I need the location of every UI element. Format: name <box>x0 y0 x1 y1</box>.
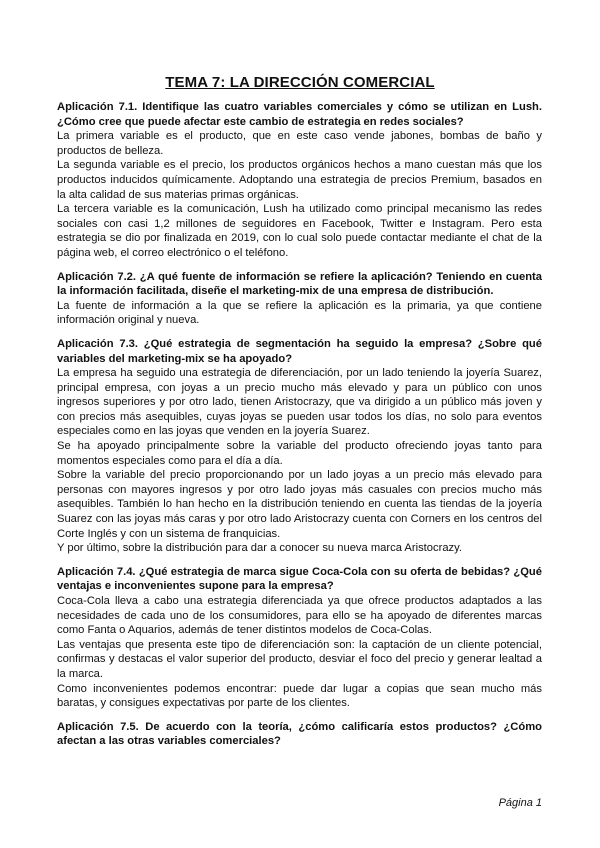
answer-paragraph: La fuente de información a la que se refiere la aplicación es la primaria, ya que contiene información original y nueva. <box>57 299 542 327</box>
page-title: TEMA 7: LA DIRECCIÓN COMERCIAL <box>165 74 435 91</box>
question-heading: Aplicación 7.3. ¿Qué estrategia de segmentación ha seguido la empresa? ¿Sobre qué variables del marketing-mix se ha apoyado? <box>57 337 542 365</box>
application-section <box>57 720 542 749</box>
document-body <box>57 100 542 758</box>
answer-paragraph: Las ventajas que presenta este tipo de diferenciación son: la captación de un cliente potencial, confirmas y destacas el valor superior del producto, desviar el foco del precio y generar lealtad a la marca. <box>57 638 542 680</box>
page-number: Página 1 <box>498 797 542 809</box>
question-heading: Aplicación 7.2. ¿A qué fuente de información se refiere la aplicación? Teniendo en cuenta la información facilitada, diseñe el marketing-mix de una empresa de distribución. <box>57 270 542 298</box>
answer-paragraph: Como inconvenientes podemos encontrar: puede dar lugar a copias que sean mucho más baratas, y consigues expectativas por parte de los clientes. <box>57 682 542 710</box>
answer-paragraph: Y por último, sobre la distribución para dar a conocer su nueva marca Aristocrazy. <box>57 542 463 555</box>
answer-paragraph: Se ha apoyado principalmente sobre la variable del producto ofreciendo joyas tanto para momentos especiales como para el día a día. <box>57 440 542 467</box>
answer-paragraph: La empresa ha seguido una estrategia de diferenciación, por un lado teniendo la joyería Suarez, principal empresa, con joyas a un precio mucho más elevado y para un público con unos ingresos superiores y por otro lado, tienen Aristocrazy, que va dirigido a un público más joven y con precios más asequibles, cuyas joyas se pueden usar todos los días, no solo para eventos especiales como en las joyas que venden en la joyería Suarez. <box>57 367 542 438</box>
answer-paragraph: Coca-Cola lleva a cabo una estrategia diferenciada ya que ofrece productos adaptados a las necesidades de cada uno de los consumidores, para ello se ha apoyado de diferentes marcas como Fanta o Aquarios, además de tener distintos modelos de Coca-Colas. <box>57 595 542 637</box>
answer-paragraph: La tercera variable es la comunicación, Lush ha utilizado como principal mecanismo las redes sociales con casi 1,2 millones de seguidores en Facebook, Twitter e Instagram. Pero esta estrategia se dio por finalizada en 2019, con lo cual solo puede contactar mediante el chat de la página web, el correo electrónico o el teléfono. <box>57 203 542 259</box>
answer-paragraph: Sobre la variable del precio proporcionando por un lado joyas a un precio más elevado para personas con mayores ingresos y por otro lado joyas más casuales con precios mucho más asequibles. También lo han hecho en la distribución teniendo en cuenta las tiendas de la joyería Suarez con las joyas más caras y por otro lado Aristocrazy cuenta con Corners en los centros del Corte Inglés y con un sistema de franquicias. <box>57 469 542 540</box>
question-heading: Aplicación 7.1. Identifique las cuatro variables comerciales y cómo se utilizan en Lush. ¿Cómo cree que puede afectar este cambio de estrategia en redes sociales? <box>57 101 542 128</box>
application-section <box>57 337 542 556</box>
application-section <box>57 565 542 711</box>
answer-paragraph: La primera variable es el producto, que en este caso vende jabones, bombas de baño y productos de belleza. <box>57 130 542 157</box>
question-heading: Aplicación 7.4. ¿Qué estrategia de marca sigue Coca-Cola con su oferta de bebidas? ¿Qué ventajas e inconvenientes supone para la empresa? <box>57 565 542 593</box>
question-heading: Aplicación 7.5. De acuerdo con la teoría, ¿cómo calificaría estos productos? ¿Cómo afectan a las otras variables comerciales? <box>57 720 542 748</box>
application-section <box>57 270 542 328</box>
answer-paragraph: La segunda variable es el precio, los productos orgánicos hechos a mano cuestan más que los productos inducidos químicamente. Adoptando una estrategia de precios Premium, basados en la alta calidad de sus materias primas orgánicas. <box>57 159 542 201</box>
application-section <box>57 100 542 261</box>
